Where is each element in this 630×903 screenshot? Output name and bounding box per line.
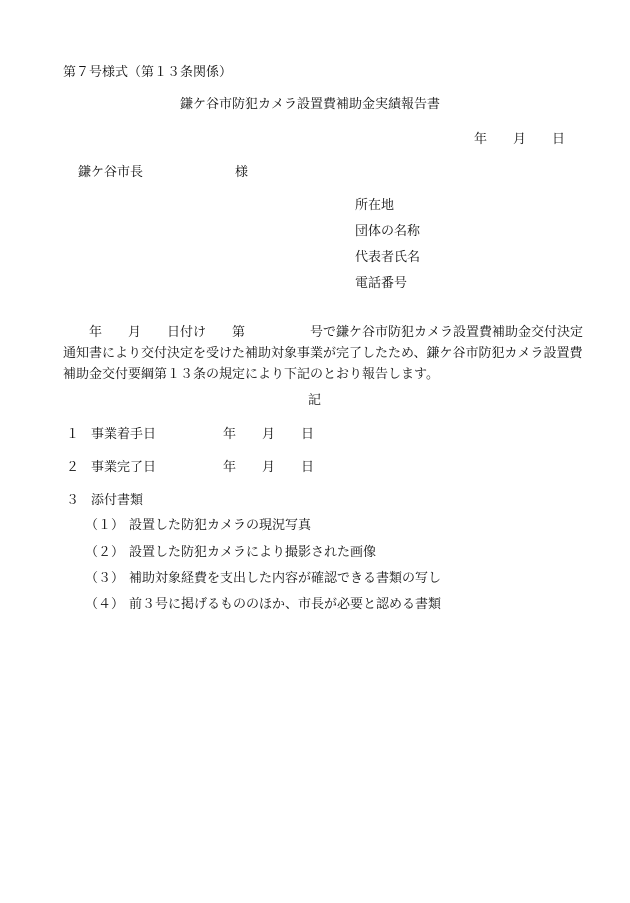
- attachment-number: （２）: [85, 545, 125, 560]
- report-body-text: 年 月 日付け 第 号で鎌ケ谷市防犯カメラ設置費補助金交付決定通知書により交付決定を受けた補助対象事業が完了したため、鎌ケ谷市防犯カメラ設置費補助金交付要綱第１３条の規定により下記のとおり報告します。: [63, 325, 584, 382]
- attachment-number: （４）: [85, 597, 125, 612]
- attachment-item: [85, 546, 376, 559]
- notice-ki: 記: [308, 393, 322, 408]
- addressee: [78, 166, 248, 179]
- applicant-organization-label: 団体の名称: [355, 224, 421, 239]
- item-number: ３: [66, 493, 80, 508]
- item-number: ２: [66, 460, 80, 475]
- attachment-text: 前３号に掲げるもののほか、市長が必要と認める書類: [129, 597, 442, 612]
- item-completion-date: [66, 461, 314, 474]
- attachment-text: 設置した防犯カメラにより撮影された画像: [129, 545, 377, 560]
- item-label: 事業着手日: [91, 427, 157, 442]
- attachment-item: [85, 598, 441, 611]
- applicant-phone-label: 電話番号: [355, 276, 408, 291]
- attachment-text: 補助対象経費を支出した内容が確認できる書類の写し: [129, 571, 442, 586]
- item-number: １: [66, 427, 80, 442]
- item-start-date: [66, 428, 314, 441]
- submission-date: 年 月 日: [474, 132, 566, 147]
- addressee-name: 鎌ケ谷市長: [78, 165, 144, 180]
- applicant-representative-label: 代表者氏名: [355, 250, 421, 265]
- item-label: 添付書類: [91, 493, 144, 508]
- form-number: 第７号様式（第１３条関係）: [63, 65, 233, 80]
- attachment-item: [85, 572, 441, 585]
- item-label: 事業完了日: [91, 460, 157, 475]
- attachment-item: [85, 519, 311, 532]
- attachment-number: （３）: [85, 571, 125, 586]
- item-attachments: [66, 494, 143, 507]
- item-date: 年 月 日: [223, 460, 315, 475]
- applicant-location-label: 所在地: [355, 198, 395, 213]
- attachment-number: （１）: [85, 518, 125, 533]
- attachment-text: 設置した防犯カメラの現況写真: [129, 518, 312, 533]
- addressee-honorific: 様: [235, 165, 249, 180]
- document-title: 鎌ケ谷市防犯カメラ設置費補助金実績報告書: [180, 97, 441, 112]
- item-date: 年 月 日: [223, 427, 315, 442]
